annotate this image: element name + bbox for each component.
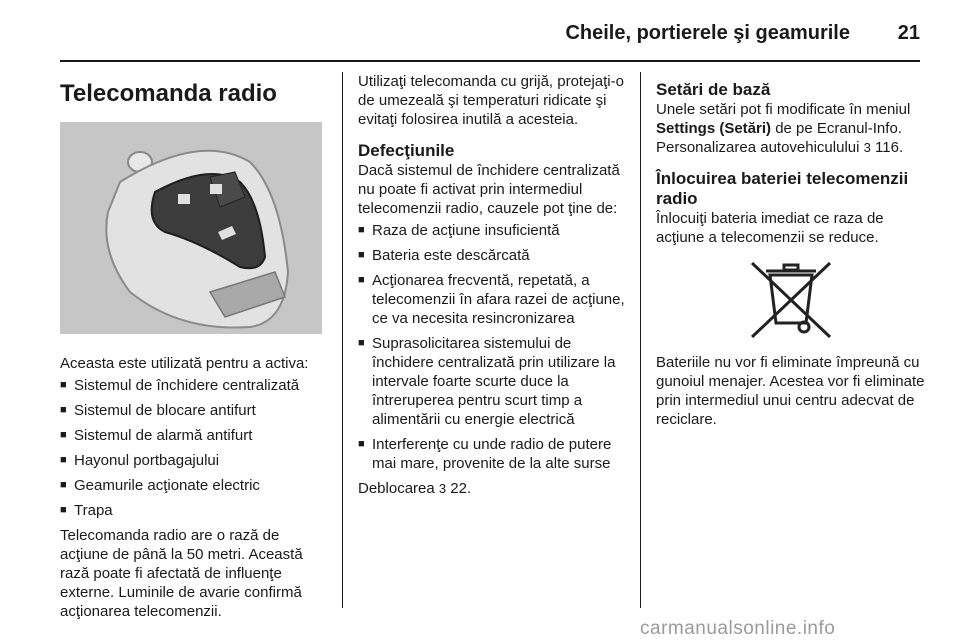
reference-label: Deblocarea (358, 480, 435, 497)
unlock-reference (358, 479, 630, 498)
list-item: ■ Interferenţe cu unde radio de putere mai mare, provenite de la alte surse (358, 435, 630, 473)
faults-list (358, 221, 630, 473)
faults-intro: Dacă sistemul de închidere centralizată nu poate fi activat prin intermediul telecomenzii radio, cauzele pot ţine de: (358, 162, 620, 217)
page-ref-arrow-icon: 3 (863, 140, 871, 155)
list-item: ■ Suprasolicitarea sistemului de închidere centralizată prin utilizare la intervale foarte scurte duce la întreruperea pentru scurt timp a alimentării cu energie electrică (358, 334, 630, 429)
feature-list (60, 376, 330, 520)
chapter-title: Cheile, portierele şi geamurile (565, 22, 850, 44)
list-item: ■ Acţionarea frecventă, repetată, a telecomenzii în afara razei de acţiune, ce va necesita resincronizarea (358, 271, 630, 328)
battery-paragraph: Înlocuiţi bateria imediat ce raza de acţiune a telecomenzii se reduce. (656, 210, 884, 246)
care-paragraph: Utilizaţi telecomanda cu grijă, protejaţi-o de umezeală şi temperaturi ridicate şi evitaţi folosirea inutilă a acesteia. (358, 73, 624, 128)
column-1 (60, 72, 330, 624)
list-item: ■ Trapa (60, 501, 330, 520)
reference-link[interactable]: 22. (450, 480, 472, 497)
list-item: ■ Bateria este descărcată (358, 246, 630, 265)
settings-menu-name: Settings (Setări) (656, 120, 772, 137)
car-key-fob-photo (60, 122, 322, 334)
list-item: ■ Sistemul de blocare antifurt (60, 401, 330, 420)
watermark: carmanualsonline.info (640, 618, 836, 639)
page-number: 21 (897, 22, 920, 44)
list-item: ■ Sistemul de alarmă antifurt (60, 426, 330, 445)
faults-heading: Defecţiunile (358, 141, 455, 160)
basic-settings-heading: Setări de bază (656, 80, 771, 99)
reference-link[interactable]: 116. (875, 139, 904, 156)
intro-text: Aceasta este utilizată pentru a activa: (60, 355, 309, 372)
crossed-out-bin-icon (736, 257, 846, 341)
column-divider (342, 72, 343, 608)
header-rule (60, 60, 920, 62)
settings-paragraph: Unele setări pot fi modificate în meniul Settings (Setări) de pe Ecranul-Info. Personalizarea autovehiculului 3 116. (656, 101, 911, 156)
list-item: ■ Hayonul portbagajului (60, 451, 330, 470)
column-3 (656, 72, 926, 432)
page-ref-arrow-icon: 3 (438, 481, 447, 496)
column-divider (640, 72, 641, 608)
disposal-paragraph: Bateriile nu vor fi eliminate împreună cu gunoiul menajer. Acestea vor fi eliminate prin intermediul unui centru adecvat de reciclare. (656, 354, 925, 428)
column-2 (358, 72, 630, 501)
battery-heading: Înlocuirea bateriei telecomenzii radio (656, 169, 909, 208)
page-header (60, 14, 920, 58)
range-paragraph: Telecomanda radio are o rază de acţiune de până la 50 metri. Această rază poate fi afectată de influenţe externe. Luminile de avarie confirmă acţionarea telecomenzii. (60, 527, 303, 620)
list-item: ■ Geamurile acţionate electric (60, 476, 330, 495)
list-item: ■ Raza de acţiune insuficientă (358, 221, 630, 240)
list-item: ■ Sistemul de închidere centralizată (60, 376, 330, 395)
section-title: Telecomanda radio (60, 80, 277, 107)
